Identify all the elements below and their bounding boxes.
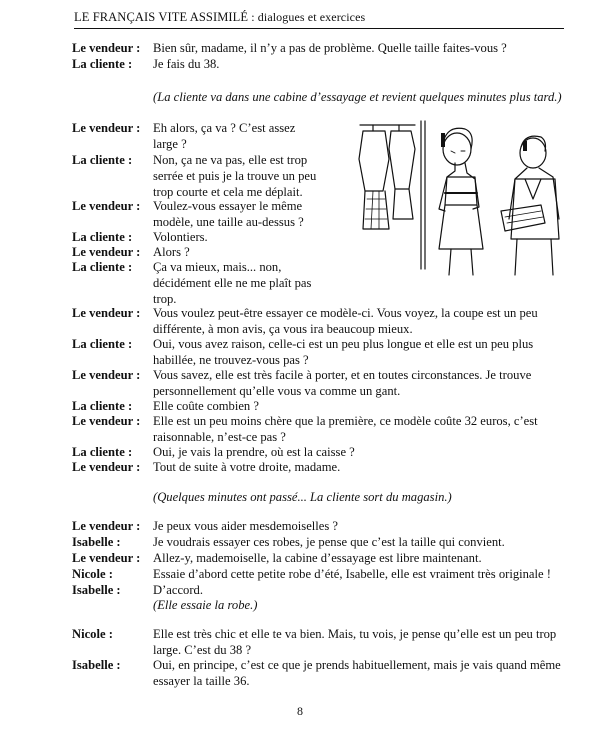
speaker-label: Le vendeur : [72, 519, 141, 533]
speech-text: Oui, vous avez raison, celle-ci est un peu plus longue et elle est un peu plus [153, 337, 534, 351]
speaker-label: Le vendeur : [72, 41, 141, 55]
speech-text: modèle, une taille au-dessus ? [153, 215, 304, 229]
speaker-label: La cliente : [72, 153, 133, 167]
speech-text: Eh alors, ça va ? C’est assez [153, 121, 296, 135]
speaker-label: La cliente : [72, 260, 133, 274]
speech-text: habillée, ne trouvez-vous pas ? [153, 353, 309, 367]
speech-text: Volontiers. [153, 230, 208, 244]
speaker-label: Le vendeur : [72, 551, 141, 565]
speech-text: trop courte et cela me déplait. [153, 185, 303, 199]
speech-text: personnellement qu’elle vous va comme un gant. [153, 384, 401, 398]
book-title: LE FRANÇAIS VITE ASSIMILÉ [74, 10, 249, 24]
speech-text: Je voudrais essayer ces robes, je pense que c’est la taille qui convient. [153, 535, 505, 549]
speaker-label: Le vendeur : [72, 245, 141, 259]
speech-text: différente, à mon avis, ça vous ira beaucoup mieux. [153, 322, 413, 336]
speech-text: Voulez-vous essayer le même [153, 199, 303, 213]
speech-text: large ? [153, 137, 187, 151]
speaker-label: Le vendeur : [72, 121, 141, 135]
speaker-label: Le vendeur : [72, 414, 141, 428]
speech-text: Je fais du 38. [153, 57, 220, 71]
speech-text: Je peux vous aider mesdemoiselles ? [153, 519, 339, 533]
speech-text: serrée et puis je la trouve un peu [153, 169, 317, 183]
speech-text: Essaie d’abord cette petite robe d’été, Isabelle, elle est vraiment très originale ! [153, 567, 551, 581]
speaker-label: La cliente : [72, 445, 133, 459]
speaker-label: Isabelle : [72, 583, 121, 597]
speech-text: large. C’est du 38 ? [153, 643, 252, 657]
shop-illustration [355, 119, 570, 279]
speech-text: Allez-y, mademoiselle, la cabine d’essayage est libre maintenant. [153, 551, 482, 565]
speaker-label: Nicole : [72, 567, 113, 581]
speech-text: Vous savez, elle est très facile à porter, et en toutes circonstances. Je trouve [153, 368, 532, 382]
speaker-label: La cliente : [72, 230, 133, 244]
speaker-label: Le vendeur : [72, 306, 141, 320]
speech-text: Vous voulez peut-être essayer ce modèle-ci. Vous voyez, la coupe est un peu [153, 306, 538, 320]
speaker-label: Le vendeur : [72, 460, 141, 474]
speech-text: Elle coûte combien ? [153, 399, 259, 413]
page-header [74, 10, 564, 29]
speech-text: Non, ça ne va pas, elle est trop [153, 153, 308, 167]
speech-text: décidément elle ne me plaît pas [153, 276, 312, 290]
speech-text: Tout de suite à votre droite, madame. [153, 460, 341, 474]
speaker-label: Isabelle : [72, 535, 121, 549]
speech-text: Ça va mieux, mais... non, [153, 260, 282, 274]
stage-direction: (Elle essaie la robe.) [153, 598, 258, 612]
page-number: 8 [297, 704, 303, 718]
speech-text: D’accord. [153, 583, 203, 597]
speaker-label: Isabelle : [72, 658, 121, 672]
shop-scene-drawing [355, 119, 570, 279]
speech-text: Elle est un peu moins chère que la première, ce modèle coûte 32 euros, c’est [153, 414, 538, 428]
speech-text: Elle est très chic et elle te va bien. Mais, tu vois, je pense qu’elle est un peu trop [153, 627, 557, 641]
speech-text: Alors ? [153, 245, 190, 259]
speaker-label: La cliente : [72, 337, 133, 351]
speech-text: raisonnable, n’est-ce pas ? [153, 430, 286, 444]
speech-text: Oui, je vais la prendre, où est la caisse ? [153, 445, 355, 459]
speech-text: Bien sûr, madame, il n’y a pas de problème. Quelle taille faites-vous ? [153, 41, 507, 55]
speaker-label: Nicole : [72, 627, 113, 641]
book-subtitle: : dialogues et exercices [248, 10, 366, 24]
speech-text: trop. [153, 292, 177, 306]
speech-text: Oui, en principe, c’est ce que je prends habituellement, mais je vais quand même [153, 658, 561, 672]
speaker-label: La cliente : [72, 399, 133, 413]
speech-text: essayer la taille 36. [153, 674, 250, 688]
speaker-label: La cliente : [72, 57, 133, 71]
stage-direction: (La cliente va dans une cabine d’essayage et revient quelques minutes plus tard.) [153, 90, 562, 104]
speaker-label: Le vendeur : [72, 368, 141, 382]
speaker-label: Le vendeur : [72, 199, 141, 213]
stage-direction: (Quelques minutes ont passé... La cliente sort du magasin.) [153, 490, 452, 504]
